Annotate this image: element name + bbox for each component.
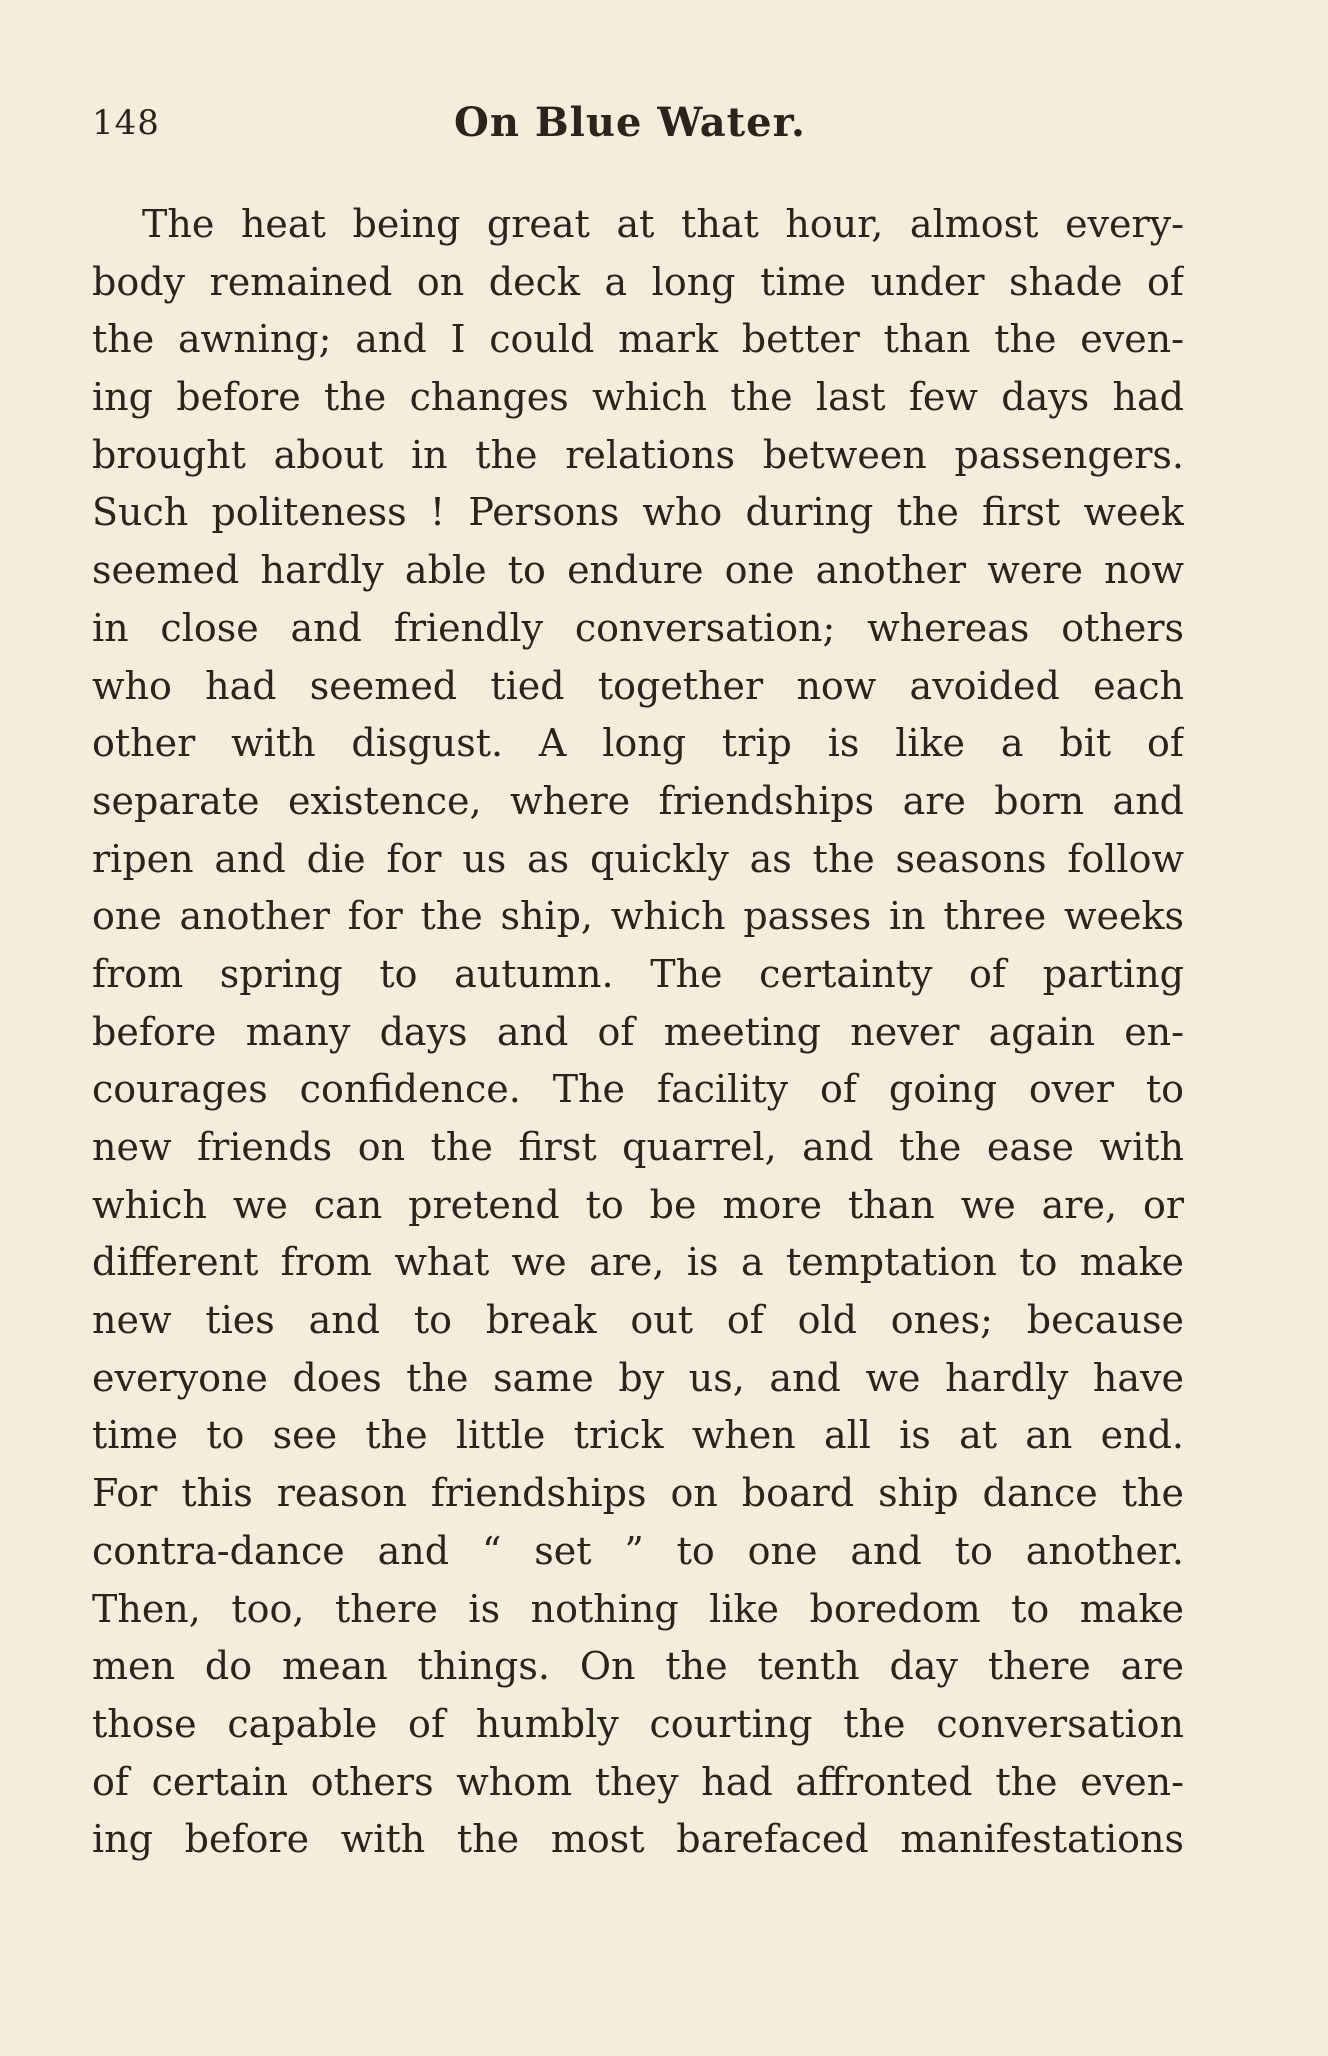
text-line: before many days and of meeting never again en- — [92, 1009, 1184, 1054]
running-title: On Blue Water. — [454, 99, 806, 146]
text-line: body remained on deck a long time under shade of — [92, 259, 1184, 304]
text-line: in close and friendly conversation; whereas others — [92, 605, 1184, 650]
text-line: different from what we are, is a temptation to make — [92, 1240, 1184, 1285]
text-line: Such politeness ! Persons who during the first week — [92, 490, 1184, 535]
body-text — [92, 196, 1184, 1869]
text-line: ing before with the most barefaced manifestations — [92, 1817, 1184, 1862]
text-line: ing before the changes which the last few days had — [92, 375, 1184, 420]
text-line: which we can pretend to be more than we are, or — [92, 1182, 1184, 1227]
page-number: 148 — [92, 103, 160, 143]
text-line: time to see the little trick when all is at an end. — [92, 1413, 1184, 1458]
text-line: seemed hardly able to endure one another were now — [92, 548, 1184, 593]
text-line: Then, too, there is nothing like boredom to make — [92, 1586, 1184, 1631]
text-line: from spring to autumn. The certainty of parting — [92, 951, 1184, 996]
text-line: the awning; and I could mark better than the even- — [92, 317, 1184, 362]
running-head — [92, 98, 1184, 148]
text-line: who had seemed tied together now avoided each — [92, 663, 1184, 708]
text-line: other with disgust. A long trip is like a bit of — [92, 721, 1184, 766]
text-line: new friends on the first quarrel, and the ease with — [92, 1125, 1184, 1169]
text-line: of certain others whom they had affronted the even- — [92, 1759, 1184, 1804]
text-line: everyone does the same by us, and we hardly have — [92, 1355, 1184, 1400]
text-line: men do mean things. On the tenth day there are — [92, 1644, 1184, 1689]
text-line: those capable of humbly courting the conversation — [92, 1701, 1184, 1746]
text-line: The heat being great at that hour, almost every- — [142, 202, 1184, 246]
text-line: one another for the ship, which passes in three weeks — [92, 894, 1184, 939]
text-line: brought about in the relations between passengers. — [92, 432, 1184, 477]
text-line: contra-dance and “ set ” to one and to another. — [92, 1528, 1184, 1573]
text-line: separate existence, where friendships are born and — [92, 778, 1184, 823]
text-line: new ties and to break out of old ones; because — [92, 1298, 1184, 1343]
text-line: For this reason friendships on board ship dance the — [92, 1471, 1184, 1516]
text-line: ripen and die for us as quickly as the seasons follow — [92, 836, 1184, 881]
text-line: courages confidence. The facility of going over to — [92, 1067, 1184, 1112]
